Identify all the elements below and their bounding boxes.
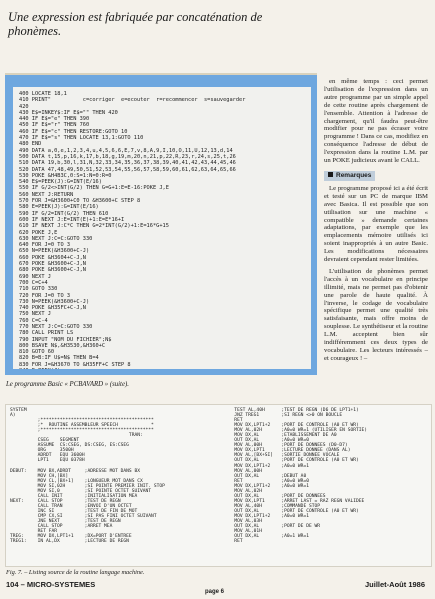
code-line: 730 N=PEEK(&H3600+C-J) bbox=[19, 298, 90, 305]
code-line: 780 CALL PRINT LS bbox=[19, 330, 74, 337]
code-line: 790 INPUT "NOM DU FICHIER";N$ bbox=[19, 336, 112, 343]
code-line: 720 FOR J=0 TO 3 bbox=[19, 292, 71, 299]
code-line: 630 NEXT J:C=C:GOTO 330 bbox=[19, 235, 93, 242]
asm-line: CMP CX,SI ;SI PAS FINI OCTET SUIVANT bbox=[10, 513, 157, 519]
asm-line: INC SI ;TEST DE FIN DE MOT bbox=[10, 508, 138, 514]
code-line bbox=[19, 368, 311, 369]
remarques-heading: Remarques bbox=[324, 171, 375, 181]
article-paragraph: en même temps : ceci permet l'utilisation de l'expression dans un autre programme par un simple appel de cette routine après chargement de l'ensemble. Attention à l'adresse de chargement, qu'il faudra peut-être modifier pour ne pas écraser votre programme ! Dans ce cas, modifiez en conséquence l'adresse de début de l'expression dans la routine L.M. par un POKE judicieux avant le CALL. bbox=[324, 78, 428, 165]
asm-line: RET ;A0=0 WR=0 bbox=[226, 478, 309, 484]
code-line: 590 IF G/2=INT(G/2) THEN 610 bbox=[19, 210, 109, 217]
asm-line: JNE NEXT ;TEST DE REGN bbox=[10, 519, 121, 525]
asm-line: MOV CL,[BX+1] ;LONGUEUR MOT DANS CX bbox=[10, 478, 143, 484]
footer-magazine: 104 – MICRO-SYSTEMES bbox=[6, 580, 96, 589]
asm-line: ;***************************************** bbox=[10, 418, 154, 424]
code-line: 830 FOR J=&H3670 TO &H35FF+C STEP 8 bbox=[19, 361, 131, 368]
code-line: 530 POKE &H4B3C,0:S=1:N=0:R=0 bbox=[19, 172, 112, 179]
asm-line: MOV DX,LPT1+2 ;A0=0 WR=1 bbox=[226, 483, 309, 489]
assembly-listing-caption: Fig. 7. – Listing source de la routine langage machine. bbox=[6, 569, 145, 576]
code-line: 740 POKE &H35FC+C-J,N bbox=[19, 305, 86, 312]
asm-line: MOV AL,02H ;A0=0 WR=1 (UTILISER EN SORTIE) bbox=[226, 428, 368, 434]
code-line: 490 DATA a,0,e,1,2,3,4,u,4,5,6,6,E,7,v,8,A,9,I,10,O,11,U,12,13,d,14 bbox=[19, 147, 233, 154]
code-line: 620 POKE J,E bbox=[19, 229, 58, 236]
asm-line: MOV CH,[BX] bbox=[10, 473, 69, 479]
code-line: 560 NEXT J:RETURN bbox=[19, 191, 74, 198]
asm-line: MOV SI,02H ;SI POINTE PREMIER INIT. STOP bbox=[10, 483, 165, 489]
asm-line: RET bbox=[226, 539, 243, 545]
asm-line: ;***************************************** bbox=[10, 428, 154, 434]
asm-line: MOV DX,LPT1+2 ;PORT DE CONTROLE (A0 ET WR) bbox=[226, 423, 359, 429]
basic-listing-caption: Le programme Basic « PCBAVARD » (suite). bbox=[6, 381, 129, 388]
code-line: 810 GOTO 60 bbox=[19, 349, 55, 356]
asm-line: OUT DX,AL ;PORT DE CONTROLE (A0 ET WR) bbox=[226, 458, 359, 464]
asm-line: DEBUT: MOV BX,ADRDT ;ADRESSE MOT DANS BX bbox=[10, 468, 140, 474]
code-line: 600 IF NEXT J:E=INT(E)+1:E=E*16+I bbox=[19, 216, 125, 223]
code-line: 700 C=C+4 bbox=[19, 279, 48, 286]
asm-line: RET bbox=[226, 418, 243, 424]
asm-line: TEST AL,40H ;TEST DE REGN (D6 DE LPT1+1) bbox=[226, 408, 359, 413]
asm-line: CSEG SEGMENT bbox=[10, 438, 80, 444]
asm-line: NEXT: CALL STOP ;TEST DE REGN bbox=[10, 498, 121, 504]
code-line: 640 FOR J=0 TO 3 bbox=[19, 242, 71, 249]
asm-line: OUT DX,AL ;PORT DE DE WR bbox=[226, 524, 321, 530]
assembly-listing-left bbox=[10, 408, 165, 544]
asm-line: TREG: MOV DX,LPT1+1 ;DX=PORT D'ENTREE bbox=[10, 534, 132, 540]
basic-listing-code bbox=[19, 91, 311, 369]
code-line: 520 DATA 47,48,49,50,51,52,53,54,55,56,57,58,59,60,61,62,63,64,65,66 bbox=[19, 166, 236, 173]
code-line: 680 POKE &H3600+C-J,N bbox=[19, 267, 86, 274]
code-line: 770 NEXT J:C=C:GOTO 330 bbox=[19, 323, 93, 330]
asm-line: MOV DX,LPT1+2 ;A0=0 WR=1 bbox=[226, 513, 309, 519]
asm-line: SYSTEM bbox=[10, 408, 27, 413]
asm-line: MOV AL,02H bbox=[226, 488, 262, 494]
basic-listing-panel bbox=[5, 73, 317, 375]
code-line: 470 IF E$="s" THEN LOCATE 13,1:GOTO 110 bbox=[19, 135, 144, 142]
code-line: 710 GOTO 330 bbox=[19, 286, 58, 293]
footer-date: Juillet-Août 1986 bbox=[364, 580, 425, 589]
code-line: 660 POKE &H3604+C-J,N bbox=[19, 254, 86, 261]
code-line: 540 E$=PEEK(J):G=INT(E/16) bbox=[19, 179, 102, 186]
asm-line: MOV AL,40H ;COMMANDE STOP bbox=[226, 503, 321, 509]
asm-line: ASSUME CS:CSEG, DS:CSEG, ES:CSEG bbox=[10, 443, 129, 449]
asm-line: MOV SI,0 ;SI POINTE OCTET SUIVANT bbox=[10, 488, 152, 494]
asm-line: MOV DX,LPT1 ;ARRET LAST = RAZ REGN VALIDEE bbox=[226, 498, 365, 504]
asm-line: CALL TRAN ;ENVOI D'UN OCTET bbox=[10, 503, 132, 509]
code-line: 410 PRINT" c=corriger e=ecouter r=recommencer s=sauvegarder bbox=[19, 97, 246, 104]
asm-line: A) bbox=[10, 413, 16, 419]
asm-line: MOV DX,LPT1 ;LECTURE DONNEE (DANS AL) bbox=[226, 448, 351, 454]
asm-line: MOV AL,01H bbox=[226, 529, 262, 535]
page-number: page 6 bbox=[205, 589, 225, 595]
code-line: 500 DATA t,15,p,16,k,17,b,18,g,19,m,20,n,21,p,22,R,23,r,24,s,25,t,26 bbox=[19, 153, 236, 160]
basic-listing-paper bbox=[13, 87, 311, 369]
asm-line: MOV AL,00H ;PORT DE DONNEES (D0-D7) bbox=[226, 443, 348, 449]
article-paragraph: Le programme proposé ici a été écrit et testé sur un PC de marque IBM avec Basica. Il est possible que son utilisation sur une machine « compatible » demande certaines adaptations, par exemple que les emplacements mémoire utilisés ici soient inappropriés à un autre Basic. Les modifications nécessaires devraient cependant rester limitées. bbox=[324, 184, 428, 264]
asm-line: TREG1: IN AL,DX ;LECTURE DE REGN bbox=[10, 539, 129, 545]
asm-line: RET FAR bbox=[10, 529, 58, 535]
asm-line: LPT1 EQU 0378H bbox=[10, 458, 85, 464]
code-line: 690 NEXT J bbox=[19, 273, 51, 280]
code-line: 550 IF G/2<>INT(G/2) THEN G=G+1:E=E-16:POKE J,E bbox=[19, 185, 169, 192]
asm-line: TRAN: bbox=[10, 433, 143, 439]
asm-line: OUT DX,AL ;PORT DE DONNEES bbox=[226, 493, 326, 499]
asm-line: MOV AL,03H bbox=[226, 519, 262, 525]
asm-line: ADRDT EQU 3600H bbox=[10, 453, 85, 459]
asm-line: ORG 3500H bbox=[10, 448, 74, 454]
code-line: 400 LOCATE 18,1 bbox=[19, 91, 67, 97]
intro-text: Une expression est fabriquée par concaténation de phonèmes. bbox=[8, 10, 263, 38]
asm-line: CALL INIT ;INITIALISATION MEA bbox=[10, 493, 138, 499]
square-bullet-icon bbox=[328, 172, 333, 177]
code-line: 460 IF E$="c" THEN RESTORE:GOTO 10 bbox=[19, 128, 128, 135]
asm-line: OUT DX,AL ;PORT DE CONTROLE (A0 ET WR) bbox=[226, 508, 359, 514]
code-line: 430 E$=INKEY$:IF E$="" THEN 420 bbox=[19, 109, 118, 116]
asm-line: MOV AL,00H bbox=[226, 468, 262, 474]
code-line: 820 B=B:IF U$=N$ THEN B=4 bbox=[19, 355, 99, 362]
asm-line: OUT DX,AL ;DEBUT A0 bbox=[226, 473, 307, 479]
asm-line: MOV AL,[BX+SI] ;SORTIE DONNEE VOCALE bbox=[226, 453, 340, 459]
code-line: 670 POKE &H3600+C-J,N bbox=[19, 261, 86, 268]
assembly-listing-panel bbox=[5, 404, 432, 567]
assembly-listing-right bbox=[226, 408, 367, 544]
code-line: 800 BSAVE N$,&H3530,&H360+C bbox=[19, 342, 106, 349]
code-line: 420 bbox=[19, 103, 29, 110]
asm-line: JNZ TREG1 ;SI REGN <>0 ON BOUCLE bbox=[226, 413, 343, 419]
code-line: 570 FOR J=&H3600+C0 TO &H3600+C STEP 8 bbox=[19, 198, 141, 205]
code-line: 480 END bbox=[19, 141, 42, 148]
code-line: 760 C=C-4 bbox=[19, 317, 48, 324]
code-line: 610 IF NEXT J:C*C THEN G=2*INT(G/2)+1:E=16*G+15 bbox=[19, 223, 169, 230]
code-line: 650 N=PEEK(&H3600+C-J) bbox=[19, 248, 90, 255]
asm-line: OUT DX,AL ;A0=0 WR=0 bbox=[226, 438, 309, 444]
asm-line: OUT DX,AL ;A0=1 WR=1 bbox=[226, 534, 309, 540]
code-line: 580 E=PEEK(J):G=INT(E/16) bbox=[19, 204, 99, 211]
code-line: 440 IF E$="e" THEN 390 bbox=[19, 116, 90, 123]
asm-line: ;* ROUTINE ASSEMBLEUR SPEECH * bbox=[10, 423, 154, 429]
article-paragraph: L'utilisation de phonèmes permet l'accès à un vocabulaire en principe illimité, mais ne permet pas d'obtenir une parole de haute qualité. À l'inverse, le codage de vocabulaire spécifique permet une qualité très satisfaisante, mais offre moins de souplesse. Le synthétiseur et la routine L.M. acceptent bien sûr indifféremment ces deux types de vocabulaire. Les lecteurs intéressés – et courageux ! – bbox=[324, 267, 428, 362]
code-line: 450 IF E$="r" THEN 760 bbox=[19, 122, 90, 129]
code-line: 750 NEXT J bbox=[19, 311, 51, 318]
article-right-column bbox=[324, 78, 428, 367]
asm-line: MOV DX,LPT1+2 ;A0=0 WR=1 bbox=[226, 463, 309, 469]
asm-line: MOV DX,AL ;ETABLISSEMENT DE A0 bbox=[226, 433, 337, 439]
code-line: 510 DATA 19,b,30,l,31,N,32,33,34,35,36,37,38,39,40,41,42,43,44,45,46 bbox=[19, 160, 236, 167]
asm-line: CALL STOP ;ARRET MEA bbox=[10, 524, 113, 530]
